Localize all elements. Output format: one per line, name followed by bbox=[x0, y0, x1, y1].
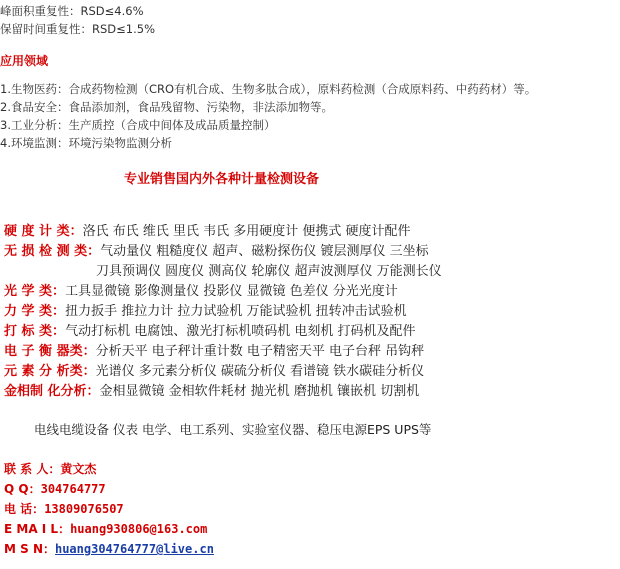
category-label: 电 子 衡 器类： bbox=[4, 344, 96, 359]
contact-msn bbox=[4, 540, 214, 557]
category-row-marking bbox=[4, 320, 415, 339]
contact-qq bbox=[4, 480, 106, 497]
contact-label: 联 系 人： bbox=[4, 462, 61, 476]
category-items: 分析天平 电子秤计重计数 电子精密天平 电子台秤 吊钩秤 bbox=[95, 344, 425, 359]
category-row-scales bbox=[4, 340, 424, 359]
contact-label: 电 话： bbox=[4, 502, 45, 516]
category-items: 刀具预调仪 圆度仪 测高仪 轮廓仪 超声波测厚仪 万能测长仪 bbox=[96, 264, 442, 279]
category-row-metallography bbox=[4, 380, 419, 399]
application-item: 1.生物医药：合成药物检测（CRO有机合成、生物多肽合成），原料药检测（合成原料药、中药药材）等。 bbox=[0, 82, 537, 96]
contact-person bbox=[4, 460, 96, 477]
application-item: 3.工业分析：生产质控（合成中间体及成品质量控制） bbox=[0, 118, 276, 132]
other-equipment: 电线电缆设备 仪表 电学、电工系列、实验室仪器、稳压电源EPS UPS等 bbox=[34, 422, 432, 437]
category-items: 洛氏 布氏 维氏 里氏 韦氏 多用硬度计 便携式 硬度计配件 bbox=[82, 224, 411, 239]
category-row-optics bbox=[4, 280, 398, 299]
section-title-applications: 应用领域 bbox=[0, 54, 49, 68]
category-items: 扭力扳手 推拉力计 拉力试验机 万能试验机 扭转冲击试验机 bbox=[65, 304, 407, 319]
contact-phone bbox=[4, 500, 124, 517]
contact-value: 304764777 bbox=[40, 482, 106, 496]
contact-label: E MA I L： bbox=[4, 522, 71, 536]
category-row-hardness bbox=[4, 220, 411, 239]
category-label: 硬 度 计 类： bbox=[4, 224, 83, 239]
category-items: 工具显微镜 影像测量仪 投影仪 显微镜 色差仪 分光光度计 bbox=[65, 284, 398, 299]
category-items: 气动量仪 粗糙度仪 超声、磁粉探伤仪 镀层测厚仪 三坐标 bbox=[100, 244, 429, 259]
contact-value: 13809076507 bbox=[44, 502, 124, 516]
category-label: 打 标 类： bbox=[4, 324, 66, 339]
category-label: 无 损 检 测 类： bbox=[4, 244, 101, 259]
category-items: 光谱仪 多元素分析仪 碳硫分析仪 看谱镜 铁水碳硅分析仪 bbox=[95, 364, 425, 379]
contact-value: 黄文杰 bbox=[60, 462, 97, 476]
category-label: 金相制 化分析： bbox=[4, 384, 100, 399]
category-label: 元 素 分 析类： bbox=[4, 364, 96, 379]
contact-label: M S N： bbox=[4, 542, 55, 556]
category-label: 力 学 类： bbox=[4, 304, 66, 319]
msn-link[interactable]: huang304764777@live.cn bbox=[54, 542, 214, 556]
application-item: 4.环境监测：环境污染物监测分析 bbox=[0, 136, 172, 150]
application-item: 2.食品安全：食品添加剂，食品残留物、污染物，非法添加物等。 bbox=[0, 100, 333, 114]
spec-peak-area: 峰面积重复性：RSD≤4.6% bbox=[0, 4, 144, 18]
contact-label: Q Q： bbox=[4, 482, 41, 496]
category-items: 金相显微镜 金相软件耗材 抛光机 磨抛机 镶嵌机 切割机 bbox=[99, 384, 420, 399]
category-label: 光 学 类： bbox=[4, 284, 66, 299]
contact-value: huang930806@163.com bbox=[70, 522, 208, 536]
category-row-ndt-continued bbox=[96, 260, 442, 279]
promo-title: 专业销售国内外各种计量检测设备 bbox=[124, 172, 320, 187]
category-row-mechanics bbox=[4, 300, 407, 319]
category-row-ndt bbox=[4, 240, 429, 259]
contact-email bbox=[4, 520, 207, 537]
category-items: 气动打标机 电腐蚀、激光打标机喷码机 电刻机 打码机及配件 bbox=[65, 324, 416, 339]
category-row-elemental bbox=[4, 360, 424, 379]
spec-retention-time: 保留时间重复性：RSD≤1.5% bbox=[0, 22, 155, 36]
